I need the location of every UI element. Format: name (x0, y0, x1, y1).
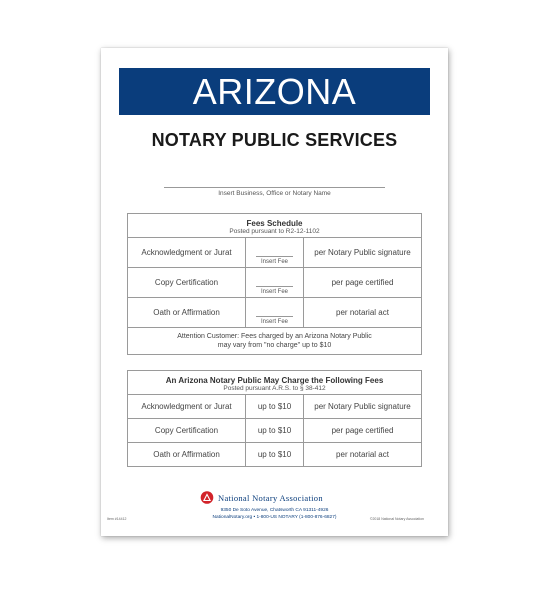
table-row (128, 328, 422, 355)
fees-schedule-title: Fees Schedule (246, 218, 303, 228)
copyright: ©2018 National Notary Association (369, 517, 424, 521)
insert-fee-caption: Insert Fee (260, 289, 288, 295)
nna-triangle-icon (200, 491, 214, 504)
insert-fee-caption: Insert Fee (260, 259, 288, 265)
unit-cell: per page certified (304, 268, 422, 298)
fee-blank-line (256, 286, 293, 287)
item-code: Item #14412 (107, 517, 127, 521)
unit-cell: per notarial act (304, 443, 422, 467)
customer-notice (128, 328, 422, 355)
table-row (128, 268, 422, 298)
table-row (128, 395, 422, 419)
notary-fee-poster (101, 48, 448, 536)
act-cell: Oath or Affirmation (128, 443, 246, 467)
max-fees-subtitle: Posted pursuant A.R.S. to § 38-412 (223, 384, 326, 392)
business-name-caption: Insert Business, Office or Notary Name (218, 190, 331, 197)
act-cell: Acknowledgment or Jurat (128, 238, 246, 268)
fees-schedule-header (128, 214, 422, 238)
fee-blank-line (256, 316, 293, 317)
max-fees-title: An Arizona Notary Public May Charge the Following Fees (165, 375, 384, 385)
notice-line: Attention Customer: Fees charged by an Arizona Notary Public (177, 333, 372, 340)
table-row (128, 443, 422, 467)
unit-cell: per page certified (304, 419, 422, 443)
table-row (128, 238, 422, 268)
org-name: National Notary Association (218, 492, 323, 503)
table-row (128, 419, 422, 443)
amount-cell: up to $10 (246, 395, 304, 419)
business-name-line (164, 187, 385, 188)
fee-blank-line (256, 256, 293, 257)
state-banner: ARIZONA (119, 68, 430, 115)
unit-cell: per notarial act (304, 298, 422, 328)
insert-fee-cell (246, 268, 304, 298)
act-cell: Copy Certification (128, 268, 246, 298)
insert-fee-cell (246, 298, 304, 328)
act-cell: Copy Certification (128, 419, 246, 443)
insert-fee-cell (246, 238, 304, 268)
unit-cell: per Notary Public signature (304, 238, 422, 268)
nna-logo (200, 491, 323, 504)
page-title: NOTARY PUBLIC SERVICES (151, 130, 398, 150)
act-cell: Oath or Affirmation (128, 298, 246, 328)
unit-cell: per Notary Public signature (304, 395, 422, 419)
notice-line: may vary from "no charge" up to $10 (217, 342, 332, 349)
fees-schedule-table (127, 213, 422, 355)
org-contact: NationalNotary.org • 1-800-US NOTARY (1-800-876-6827) (212, 515, 337, 520)
org-address: 9350 De Soto Avenue, Chatsworth CA 91311-4926 (220, 508, 329, 513)
fees-schedule-subtitle: Posted pursuant to R2-12-1102 (229, 227, 320, 235)
amount-cell: up to $10 (246, 419, 304, 443)
amount-cell: up to $10 (246, 443, 304, 467)
insert-fee-caption: Insert Fee (260, 319, 288, 325)
table-row (128, 298, 422, 328)
act-cell: Acknowledgment or Jurat (128, 395, 246, 419)
max-fees-header (128, 371, 422, 395)
max-fees-table (127, 370, 422, 467)
